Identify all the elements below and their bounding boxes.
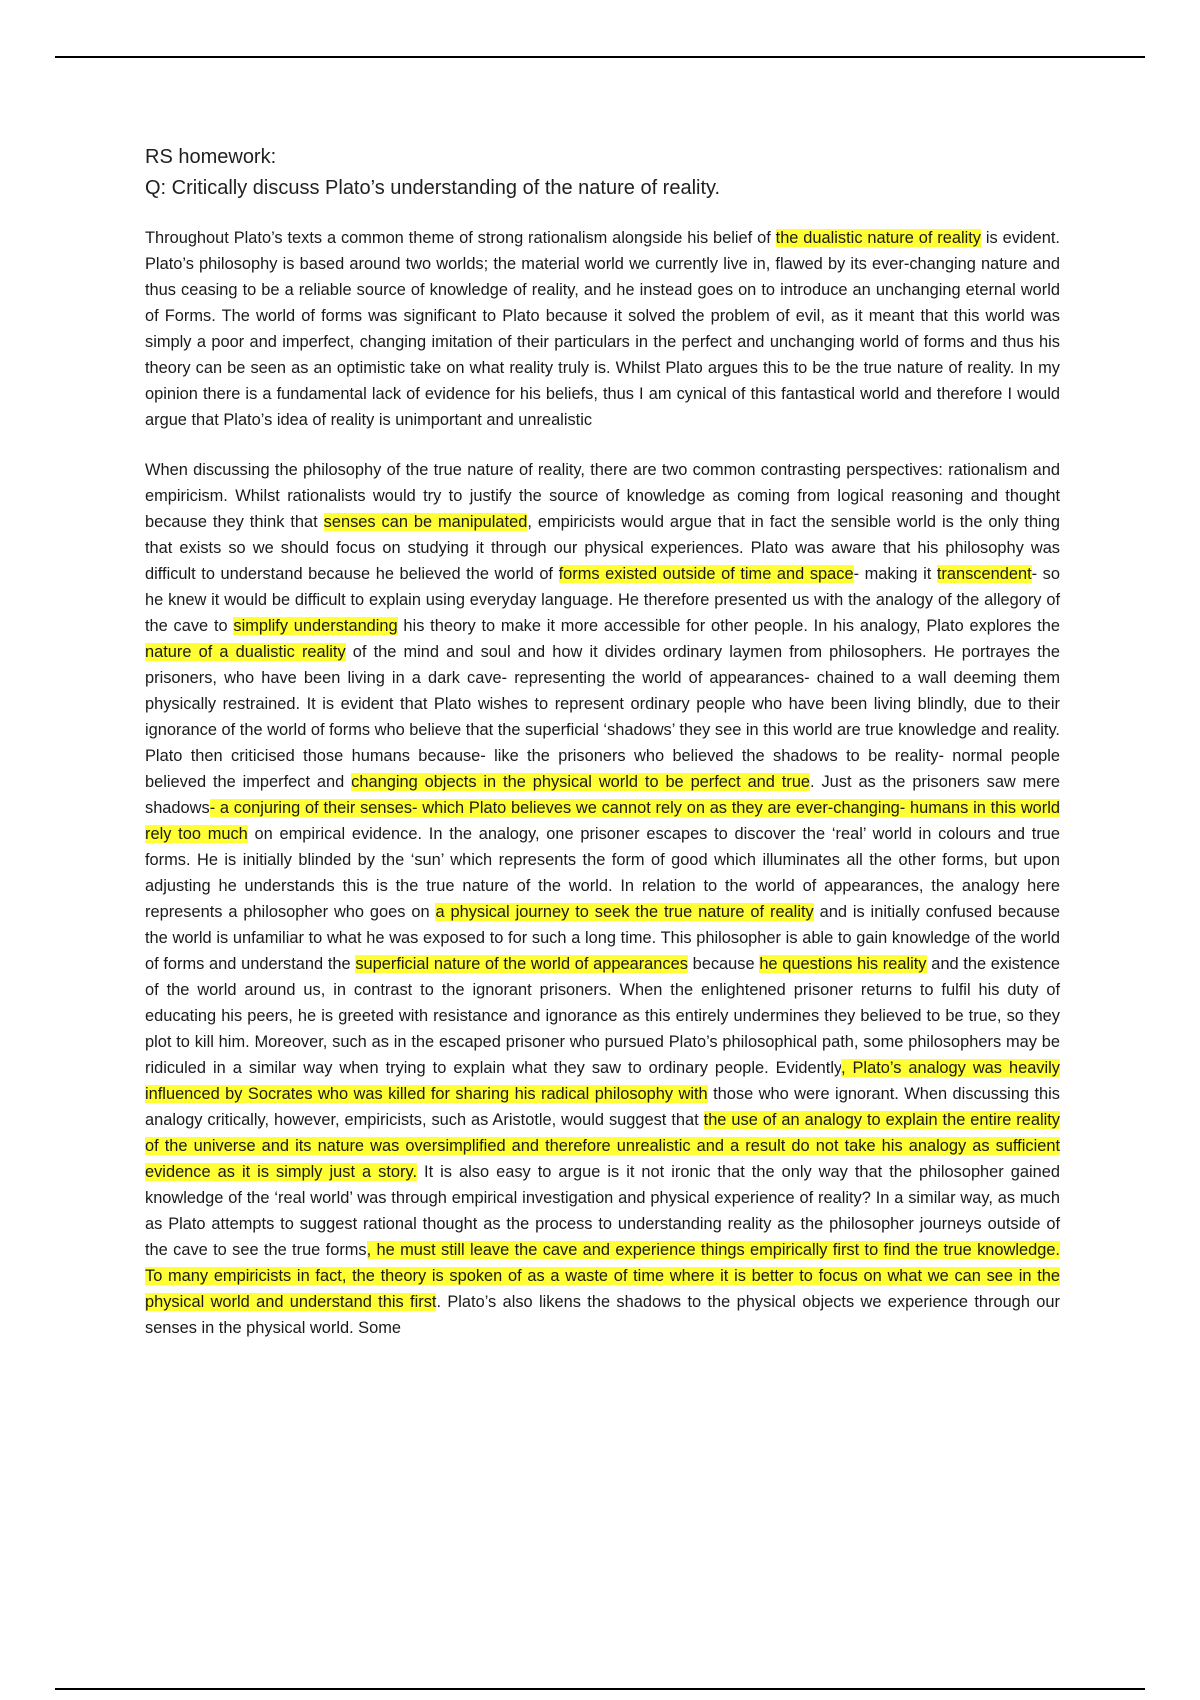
body-text: his theory to make it more accessible for other people. In his analogy, Plato explores the bbox=[397, 617, 1060, 635]
highlighted-text: forms existed outside of time and space bbox=[558, 565, 854, 583]
bottom-divider bbox=[55, 1688, 1145, 1690]
body-text: . Just as the prisoners saw mere shadows bbox=[145, 773, 1060, 817]
highlighted-text: nature of a dualistic reality bbox=[145, 643, 346, 661]
highlighted-text: senses can be manipulated bbox=[323, 513, 528, 531]
highlighted-text: simplify understanding bbox=[233, 617, 398, 635]
body-text: on empirical evidence. In the analogy, one prisoner escapes to discover the ‘real’ world in colours and true forms. He is initially blinded by the ‘sun’ which represents the form of good which illuminates all the other forms, but upon adjusting he understands this is the true nature of the world. In relation to the world of appearances, the analogy here represents a philosopher who goes on bbox=[145, 825, 1061, 921]
highlighted-text: he questions his reality bbox=[759, 955, 927, 973]
essay-question: Q: Critically discuss Plato’s understanding of the nature of reality. bbox=[145, 177, 721, 199]
highlighted-text: transcendent bbox=[936, 565, 1032, 583]
paragraph-1 bbox=[145, 225, 1060, 433]
paragraph-2 bbox=[145, 457, 1060, 1341]
highlighted-text: a physical journey to seek the true nature of reality bbox=[435, 903, 814, 921]
body-text: those who were ignorant. When discussing this analogy critically, however, empiricists, such as Aristotle, would suggest that bbox=[145, 1085, 1060, 1129]
highlighted-text: changing objects in the physical world to be perfect and true bbox=[351, 773, 811, 791]
body-text: because bbox=[687, 955, 760, 973]
body-text: , empiricists would argue that in fact the sensible world is the only thing that exists so we should focus on studying it through our physical experiences. Plato was aware that his philosophy was difficult to understand because he believed the world of bbox=[145, 513, 1060, 583]
highlighted-text: superficial nature of the world of appearances bbox=[355, 955, 688, 973]
body-text: . Plato’s also likens the shadows to the physical objects we experience through our senses in the physical world. Some bbox=[145, 1293, 1060, 1337]
body-text: When discussing the philosophy of the true nature of reality, there are two common contrasting perspectives: rationalism and empiricism. Whilst rationalists would try to justify the source of knowledge as coming from logical reasoning and thought because they think that bbox=[145, 461, 1060, 531]
highlighted-text: the dualistic nature of reality bbox=[775, 229, 981, 247]
body-text: and the existence of the world around us, in contrast to the ignorant prisoners. When the enlightened prisoner returns to fulfil his duty of educating his peers, he is greeted with resistance and ignorance as this entirely undermines they believed to be true, so they plot to kill him. Moreover, such as in the escaped prisoner who pursued Plato’s philosophical path, some philosophers may be ridiculed in a similar way when trying to explain what they saw to ordinary people. Evidently bbox=[145, 955, 1061, 1077]
body-text: It is also easy to argue is it not ironic that the only way that the philosopher gained knowledge of the ‘real world’ was through empirical investigation and physical experience of reality? In a similar way, as much as Plato attempts to suggest rational thought as the process to understanding reality as the philosopher journeys outside of the cave to see the true forms bbox=[145, 1163, 1060, 1259]
body-text: of the mind and soul and how it divides ordinary laymen from philosophers. He portrayes the prisoners, who have been living in a dark cave- representing the world of appearances- chained to a wall deeming them physically restrained. It is evident that Plato wishes to represent ordinary people who have been living blindly, due to their ignorance of the world of forms who believe that the superficial ‘shadows’ they see in this world are true knowledge and reality. Plato then criticised those humans because- like the prisoners who believed the shadows to be reality- normal people believed the imperfect and bbox=[145, 643, 1061, 791]
document-title: RS homework: bbox=[145, 146, 277, 168]
body-text: - making it bbox=[853, 565, 937, 583]
highlighted-text: , he must still leave the cave and experience things empirically first to find the true knowledge. To many empiricists in fact, the theory is spoken of as a waste of time where it is better to focus on what we can see in the physical world and understand this first bbox=[145, 1241, 1060, 1311]
body-text: and is initially confused because the world is unfamiliar to what he was exposed to for such a long time. This philosopher is able to gain knowledge of the world of forms and understand the bbox=[145, 903, 1061, 973]
highlighted-text: - a conjuring of their senses- which Plato believes we cannot rely on as they are ever-changing- humans in this world rely too much bbox=[145, 799, 1060, 843]
body-text: is evident. Plato’s philosophy is based around two worlds; the material world we currently live in, flawed by its ever-changing nature and thus ceasing to be a reliable source of knowledge of reality, and he instead goes on to introduce an unchanging eternal world of Forms. The world of forms was significant to Plato because it solved the problem of evil, as it meant that this world was simply a poor and imperfect, changing imitation of their particulars in the perfect and unchanging world of forms and thus his theory can be seen as an optimistic take on what reality truly is. Whilst Plato argues this to be the true nature of reality. In my opinion there is a fundamental lack of evidence for his beliefs, thus I am cynical of this fantastical world and therefore I would argue that Plato’s idea of reality is unimportant and unrealistic bbox=[145, 229, 1060, 429]
body-text: Throughout Plato’s texts a common theme of strong rationalism alongside his belief of bbox=[145, 229, 776, 247]
document-body bbox=[145, 142, 1060, 1341]
top-divider bbox=[55, 56, 1145, 58]
highlighted-text: the use of an analogy to explain the entire reality of the universe and its nature was oversimplified and therefore unrealistic and a result do not take his analogy as sufficient evidence as it is simply just a story. bbox=[145, 1111, 1060, 1181]
body-text: - so he knew it would be difficult to explain using everyday language. He therefore presented us with the analogy of the allegory of the cave to bbox=[145, 565, 1060, 635]
highlighted-text: , Plato’s analogy was heavily influenced by Socrates who was killed for sharing his radical philosophy with bbox=[145, 1059, 1060, 1103]
